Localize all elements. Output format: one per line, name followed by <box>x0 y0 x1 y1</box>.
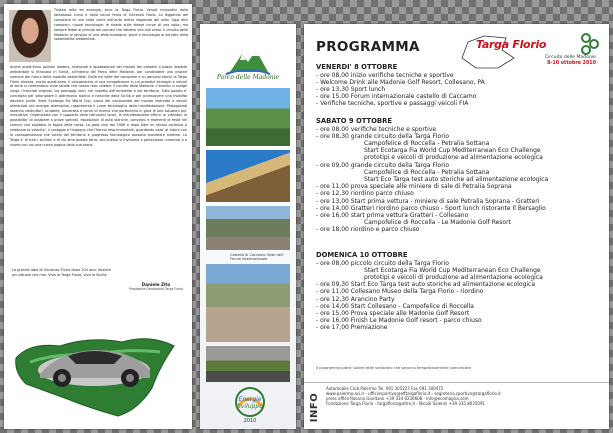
schedule-event: - ore 11,00 prova speciale alle miniere di sale di Petralia Soprana <box>316 183 512 191</box>
closing-text: La grande idea di Vincenzo Florio dopo 104 anni diventa piu attuale che mai. Viva la Targa Florio, viva la Sicilia. <box>12 268 111 277</box>
program-title: PROGRAMMA <box>316 39 420 55</box>
park-name: Parco delle Madonie <box>216 74 280 81</box>
program-panel <box>304 24 609 429</box>
info-divider <box>304 382 609 383</box>
schedule-event: - Verifiche tecniche, sportive e passaggi veicoli FIA <box>316 100 469 108</box>
castle-caption: Castello di Caccamo Sede dell' Forum internazionale <box>230 253 284 262</box>
schedule-event: - ore 08,00 piccolo circuito della Targa Florio <box>316 259 449 267</box>
schedule-event: - ore 14,00 Gratteri riordino parco chiuso - Sport lunch ristorante Il Bersaglio <box>316 204 546 212</box>
schedule-event: - ore 16,00 Finish Le Madonie Golf resort - parco chiuso <box>316 317 482 325</box>
schedule-event: - ore 15,00 Forum internazionale castello di Caccamo <box>316 93 477 101</box>
schedule-event: - ore 11,00 Collesano Museo della Targa Florio - riordino <box>316 288 484 296</box>
schedule-event: - ore 08,30 grande circuito della Targa Florio <box>316 132 450 140</box>
schedule-event: prototipi e veicoli di produzione ad alimentazione ecologica <box>364 154 543 162</box>
brand-date: 8-10 ottobre 2010 <box>547 61 596 66</box>
info-line: Fondazione Targa Florio - targaflorio@altre.it - Nicolò Saienni +39 335 8025091 <box>326 401 486 407</box>
schedule-event: Start Ecotarga Fia World Cup Mediterranean Eco Challenge <box>364 266 541 274</box>
day-heading: DOMENICA 10 OTTOBRE <box>316 251 408 259</box>
info-block <box>326 386 604 406</box>
signature-block <box>124 282 188 291</box>
schedule-event: - ore 18,00 riordino e parco chiuso <box>316 226 420 234</box>
landscape-photo <box>206 88 290 146</box>
intro-panel <box>4 4 192 429</box>
brand-subtitle: Circuito delle Madonie <box>544 55 596 60</box>
energie-sviluppo-logo <box>222 386 278 424</box>
intro-text: Tiziana mito ed ecologia, ecco la Targa Florio. Veicoli innovativi dalla fantasiosa curva e dalla sicura firma di Vincenzo Florio. La leggenda del campione di una volta come dall'auto mitica leggenda del mito. Oggi altri campioni, nuove tecnologie: le strade sulle stesse curve di una volta, ma sempre fedeli ai principi dei pionieri che diedero vita alla corsa. Il circuito delle Madonie al servizio di una sfida ecologica: sport e tecnologia al servizio della sostenibilita ambientale. <box>54 8 188 42</box>
signature-role: Presidente Fondazione Targa Florio <box>129 287 183 291</box>
castle-photo <box>206 206 290 250</box>
schedule-event: Campofelice di Roccella - Petralia Sottana <box>364 139 490 147</box>
schedule-event: prototipi e veicoli di produzione ad alimentazione ecologica <box>364 273 543 281</box>
schedule-event: - ore 12,30 riordino parco chiuso <box>316 190 414 198</box>
schedule-event: - ore 17,00 Premiazione <box>316 324 388 332</box>
schedule-event: Campofelice di Roccella - Le Madonie Golf Resort <box>364 219 511 227</box>
day-heading: VENERDI' 8 OTTOBRE <box>316 63 398 71</box>
schedule-event: - ore 14,00 Start Collesano - Campofelice di Roccella <box>316 302 474 310</box>
schedule-event: - ore 09,00 grande circuito della Targa Florio <box>316 161 450 169</box>
logo-year: 2010 <box>243 418 257 424</box>
schedule-day-3 <box>316 251 601 332</box>
program-note: Il programma potra' subire delle variazioni che saranno tempestivamente comunicate <box>316 366 471 370</box>
schedule-event: - ore 13,00 Start prima vettura - miniere di sale Petralia Soprana - Gratteri <box>316 197 540 205</box>
schedule-event: Start Eco Targa test auto storiche ad alimentazione ecologica <box>364 175 549 183</box>
schedule-event: - ore 15,00 Prova speciale alle Madonie Golf Resort <box>316 309 470 317</box>
schedule-event: - ore 09,30 Start Eco Targa test auto storiche ad alimentazione ecologica <box>316 281 536 289</box>
schedule-event: Campofelice di Roccella - Petralia Sottana <box>364 168 490 176</box>
schedule-event: Start Ecotarga Fia World Cup Mediterranean Eco Challenge <box>364 147 541 155</box>
rally-car-photo <box>206 150 290 202</box>
schedule-day-2 <box>316 117 601 234</box>
body-text: Anche quest'anno opinion leaders, scienziati e appassionati del mondo dei prodotti a basso impatto ambientale si ritrovano in Sicilia, all'interno del Parco delle Madonie, per condividere una visione comune del futuro della mobilita sostenibile. Dalla tre volte del campione e su percorsi storici la Targa Florio diventa, anche quest'anno, il palcoscenico di una competizione in cui prototipi ecologici e veicoli di serie si confrontano sulle strade che hanno reso celebre il circuito delle Madonie. L'evento si svolge lungo i tracciati originali, tra paesaggi unici, nel rispetto dell'ambiente e del territorio. Tutto questo e' concepito per valorizzare il patrimonio storico e naturale della Sicilia e per promuovere una mobilita davvero pulita. Start Ecotarga Fia World Cup, prova del campionato del mondo riservata a veicoli alimentati con energie alternative, rappresenta il cuore tecnologico della manifestazione. Protagonisti saranno costruttori, scuderie, universita e centri di ricerca che porteranno in gara le loro soluzioni piu' innovative. Organizzata con il supporto delle istituzioni locali, la manifestazione offrira' ai visitatori la possibilita' di assistere a prove speciali, esposizioni di auto storiche, convegni e momenti di festa nei comuni che ospitano le tappe della corsa. La gara vive dal 1906 e dopo oltre un secolo continua a celebrare la velocita', il coraggio e l'ingegno che l'hanno resa immortale, guardando pero' al futuro con la consapevolezza che tutela del territorio e progresso tecnologico possono procedere insieme. La Targa e' di tutti i siciliani e di chi ama questa terra: per questo vi invitiamo a partecipare numerosi e a vivere con noi una nuova pagina della sua storia. <box>10 65 187 147</box>
logo-text-1: Energie <box>238 396 262 403</box>
vintage-car-photo <box>206 346 290 382</box>
schedule-event: - ore 12,30 Arancino Party <box>316 295 395 303</box>
brand-name: Targa Florio <box>476 38 547 51</box>
schedule-day-1 <box>316 63 601 108</box>
village-photo <box>206 264 290 342</box>
schedule-event: - ore 08,00 verifiche tecniche e sportive <box>316 125 437 133</box>
logo-text-2: Sviluppo <box>237 403 263 410</box>
info-label: INFO <box>309 392 321 423</box>
info-line: press office Rosario Giordano +39 334 9230608 - info@ecomagna.com <box>326 396 469 402</box>
schedule-event: - ore 13,30 Sport lunch <box>316 85 386 93</box>
signature-name: Daniele Zito <box>141 282 171 287</box>
sicily-map-car-illustration <box>10 312 180 422</box>
schedule-event: - Welcome Drink alle Madonie Golf Resort, Collesano, PA <box>316 78 485 86</box>
schedule-event: - ore 08,00 inizio verifiche tecniche e sportive <box>316 71 454 79</box>
info-line: Automobile Club Palermo Tel. 091 305227 Fax 091 300472 <box>326 386 444 391</box>
photo-panel <box>200 24 296 429</box>
schedule-event: - ore 16,00 start prima vettura Gratteri - Collesano <box>316 211 469 219</box>
author-portrait <box>9 10 51 62</box>
day-heading: SABATO 9 OTTOBRE <box>316 117 392 125</box>
info-line: www.palermo.aci.it - ufficiosportivo@efftargaflorio.it - segreteria.sportiva@targaflorio.it <box>326 391 501 397</box>
